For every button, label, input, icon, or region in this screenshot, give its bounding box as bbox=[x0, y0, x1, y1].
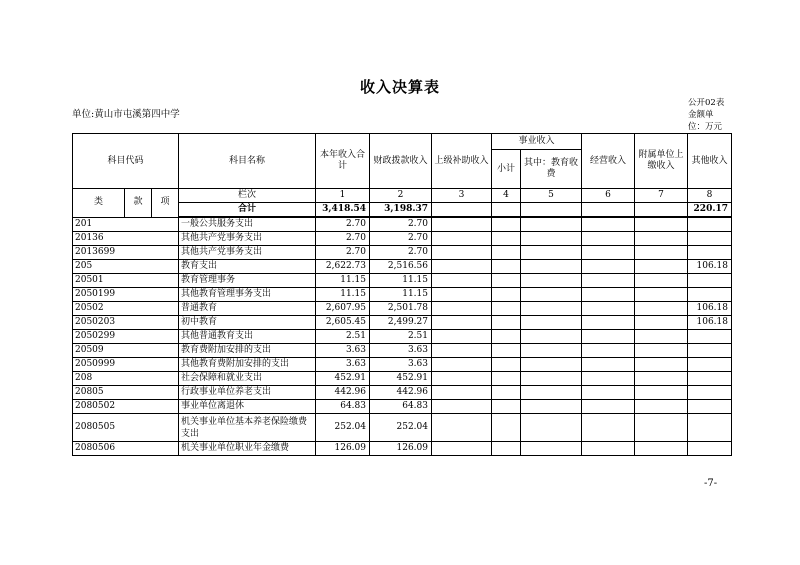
row-other-income bbox=[688, 232, 732, 246]
row-superior-subsidy bbox=[432, 232, 492, 246]
row-affiliated-income bbox=[635, 414, 688, 442]
row-name: 其他普通教育支出 bbox=[179, 330, 316, 344]
row-name: 普通教育 bbox=[179, 302, 316, 316]
row-fiscal-allocation: 452.91 bbox=[370, 372, 432, 386]
row-annual-income: 452.91 bbox=[316, 372, 370, 386]
header-operating-income: 经营收入 bbox=[582, 134, 635, 189]
row-affiliated-income bbox=[635, 400, 688, 414]
row-code: 20501 bbox=[73, 274, 179, 288]
row-fiscal-allocation: 11.15 bbox=[370, 274, 432, 288]
row-other-income bbox=[688, 400, 732, 414]
row-other-income bbox=[688, 288, 732, 302]
row-name: 初中教育 bbox=[179, 316, 316, 330]
row-code: 201 bbox=[73, 217, 179, 232]
row-affiliated-income bbox=[635, 372, 688, 386]
row-other-income bbox=[688, 386, 732, 400]
total-education-fee bbox=[521, 203, 582, 218]
row-fiscal-allocation: 442.96 bbox=[370, 386, 432, 400]
col-num: 5 bbox=[521, 189, 582, 203]
row-operating-income bbox=[582, 288, 635, 302]
row-superior-subsidy bbox=[432, 260, 492, 274]
row-fiscal-allocation: 11.15 bbox=[370, 288, 432, 302]
row-subtotal bbox=[492, 358, 521, 372]
table-row bbox=[73, 260, 732, 274]
row-other-income bbox=[688, 246, 732, 260]
row-affiliated-income bbox=[635, 330, 688, 344]
header-affiliated-income: 附属单位上缴收入 bbox=[635, 134, 688, 189]
row-subtotal bbox=[492, 414, 521, 442]
table-row bbox=[73, 400, 732, 414]
row-code: 2080505 bbox=[73, 414, 179, 442]
table-row bbox=[73, 232, 732, 246]
row-fiscal-allocation: 2.51 bbox=[370, 330, 432, 344]
table-row bbox=[73, 302, 732, 316]
header-kuan: 款 bbox=[125, 189, 152, 218]
row-superior-subsidy bbox=[432, 414, 492, 442]
row-affiliated-income bbox=[635, 302, 688, 316]
row-other-income bbox=[688, 330, 732, 344]
row-education-fee bbox=[521, 316, 582, 330]
row-fiscal-allocation: 2.70 bbox=[370, 232, 432, 246]
row-education-fee bbox=[521, 246, 582, 260]
total-label: 合计 bbox=[179, 203, 316, 218]
row-education-fee bbox=[521, 400, 582, 414]
row-operating-income bbox=[582, 232, 635, 246]
row-operating-income bbox=[582, 442, 635, 456]
right-meta bbox=[688, 97, 738, 133]
header-superior-subsidy: 上级补助收入 bbox=[432, 134, 492, 189]
row-affiliated-income bbox=[635, 344, 688, 358]
row-subtotal bbox=[492, 372, 521, 386]
header-subtotal: 小计 bbox=[492, 150, 521, 189]
row-other-income bbox=[688, 274, 732, 288]
row-subtotal bbox=[492, 302, 521, 316]
row-operating-income bbox=[582, 316, 635, 330]
table-row bbox=[73, 442, 732, 456]
total-subtotal bbox=[492, 203, 521, 218]
row-subtotal bbox=[492, 274, 521, 288]
row-code: 2050199 bbox=[73, 288, 179, 302]
row-annual-income: 126.09 bbox=[316, 442, 370, 456]
row-code: 20502 bbox=[73, 302, 179, 316]
row-annual-income: 2.70 bbox=[316, 217, 370, 232]
header-other-income: 其他收入 bbox=[688, 134, 732, 189]
row-name: 机关事业单位职业年金缴费 bbox=[179, 442, 316, 456]
row-superior-subsidy bbox=[432, 442, 492, 456]
row-affiliated-income bbox=[635, 386, 688, 400]
income-table bbox=[72, 133, 732, 456]
col-num: 3 bbox=[432, 189, 492, 203]
row-subtotal bbox=[492, 316, 521, 330]
row-name: 其他共产党事务支出 bbox=[179, 232, 316, 246]
row-code: 208 bbox=[73, 372, 179, 386]
col-num: 8 bbox=[688, 189, 732, 203]
table-row bbox=[73, 330, 732, 344]
row-other-income bbox=[688, 358, 732, 372]
col-num: 4 bbox=[492, 189, 521, 203]
row-education-fee bbox=[521, 386, 582, 400]
row-fiscal-allocation: 252.04 bbox=[370, 414, 432, 442]
row-annual-income: 11.15 bbox=[316, 274, 370, 288]
row-operating-income bbox=[582, 302, 635, 316]
total-annual-income: 3,418.54 bbox=[316, 203, 370, 218]
row-education-fee bbox=[521, 344, 582, 358]
row-superior-subsidy bbox=[432, 288, 492, 302]
row-subtotal bbox=[492, 344, 521, 358]
row-affiliated-income bbox=[635, 316, 688, 330]
table-row bbox=[73, 372, 732, 386]
row-fiscal-allocation: 3.63 bbox=[370, 358, 432, 372]
row-operating-income bbox=[582, 386, 635, 400]
row-fiscal-allocation: 2,516.56 bbox=[370, 260, 432, 274]
row-annual-income: 3.63 bbox=[316, 344, 370, 358]
row-fiscal-allocation: 2.70 bbox=[370, 217, 432, 232]
row-name: 事业单位离退休 bbox=[179, 400, 316, 414]
table-row bbox=[73, 358, 732, 372]
column-index-label: 栏次 bbox=[179, 189, 316, 203]
row-code: 20136 bbox=[73, 232, 179, 246]
row-operating-income bbox=[582, 400, 635, 414]
row-operating-income bbox=[582, 414, 635, 442]
row-annual-income: 3.63 bbox=[316, 358, 370, 372]
row-subtotal bbox=[492, 288, 521, 302]
row-fiscal-allocation: 2,501.78 bbox=[370, 302, 432, 316]
row-superior-subsidy bbox=[432, 386, 492, 400]
row-affiliated-income bbox=[635, 246, 688, 260]
row-affiliated-income bbox=[635, 232, 688, 246]
row-name: 一般公共服务支出 bbox=[179, 217, 316, 232]
table-row bbox=[73, 246, 732, 260]
row-superior-subsidy bbox=[432, 302, 492, 316]
data-rows bbox=[73, 217, 732, 456]
table-row bbox=[73, 414, 732, 442]
row-affiliated-income bbox=[635, 442, 688, 456]
row-other-income: 106.18 bbox=[688, 302, 732, 316]
total-fiscal-allocation: 3,198.37 bbox=[370, 203, 432, 218]
page-number: -7- bbox=[704, 478, 718, 489]
header-fiscal-allocation: 财政拨款收入 bbox=[370, 134, 432, 189]
header-annual-income-total: 本年收入合计 bbox=[316, 134, 370, 189]
row-name: 行政事业单位养老支出 bbox=[179, 386, 316, 400]
row-code: 20805 bbox=[73, 386, 179, 400]
total-other-income: 220.17 bbox=[688, 203, 732, 218]
col-num: 2 bbox=[370, 189, 432, 203]
row-education-fee bbox=[521, 302, 582, 316]
row-operating-income bbox=[582, 274, 635, 288]
header-subject-code: 科目代码 bbox=[73, 134, 179, 189]
row-code: 2080506 bbox=[73, 442, 179, 456]
row-fiscal-allocation: 3.63 bbox=[370, 344, 432, 358]
row-operating-income bbox=[582, 260, 635, 274]
row-other-income: 106.18 bbox=[688, 316, 732, 330]
row-education-fee bbox=[521, 274, 582, 288]
page-title: 收入决算表 bbox=[359, 78, 440, 96]
row-name: 社会保障和就业支出 bbox=[179, 372, 316, 386]
row-annual-income: 2,605.45 bbox=[316, 316, 370, 330]
row-annual-income: 252.04 bbox=[316, 414, 370, 442]
row-annual-income: 2.70 bbox=[316, 232, 370, 246]
row-operating-income bbox=[582, 246, 635, 260]
row-name: 教育支出 bbox=[179, 260, 316, 274]
row-fiscal-allocation: 2,499.27 bbox=[370, 316, 432, 330]
row-other-income bbox=[688, 344, 732, 358]
row-annual-income: 2.51 bbox=[316, 330, 370, 344]
row-operating-income bbox=[582, 358, 635, 372]
row-education-fee bbox=[521, 288, 582, 302]
total-operating-income bbox=[582, 203, 635, 218]
row-superior-subsidy bbox=[432, 246, 492, 260]
row-superior-subsidy bbox=[432, 316, 492, 330]
row-code: 2013699 bbox=[73, 246, 179, 260]
row-education-fee bbox=[521, 217, 582, 232]
row-education-fee bbox=[521, 358, 582, 372]
row-education-fee bbox=[521, 442, 582, 456]
row-education-fee bbox=[521, 232, 582, 246]
row-education-fee bbox=[521, 260, 582, 274]
row-subtotal bbox=[492, 400, 521, 414]
row-name: 其他共产党事务支出 bbox=[179, 246, 316, 260]
row-code: 2050999 bbox=[73, 358, 179, 372]
table-row bbox=[73, 274, 732, 288]
row-code: 2050203 bbox=[73, 316, 179, 330]
row-other-income bbox=[688, 372, 732, 386]
row-affiliated-income bbox=[635, 358, 688, 372]
row-annual-income: 442.96 bbox=[316, 386, 370, 400]
row-operating-income bbox=[582, 217, 635, 232]
total-superior-subsidy bbox=[432, 203, 492, 218]
row-superior-subsidy bbox=[432, 217, 492, 232]
row-other-income: 106.18 bbox=[688, 260, 732, 274]
row-affiliated-income bbox=[635, 274, 688, 288]
row-name: 教育管理事务 bbox=[179, 274, 316, 288]
row-education-fee bbox=[521, 330, 582, 344]
row-superior-subsidy bbox=[432, 344, 492, 358]
header-subject-name: 科目名称 bbox=[179, 134, 316, 189]
total-affiliated-income bbox=[635, 203, 688, 218]
row-education-fee bbox=[521, 372, 582, 386]
row-subtotal bbox=[492, 232, 521, 246]
col-num: 6 bbox=[582, 189, 635, 203]
table-row bbox=[73, 217, 732, 232]
row-subtotal bbox=[492, 217, 521, 232]
table-row bbox=[73, 344, 732, 358]
row-subtotal bbox=[492, 260, 521, 274]
row-other-income bbox=[688, 414, 732, 442]
header-business-income: 事业收入 bbox=[492, 134, 582, 150]
table-row bbox=[73, 316, 732, 330]
row-subtotal bbox=[492, 246, 521, 260]
row-superior-subsidy bbox=[432, 330, 492, 344]
row-affiliated-income bbox=[635, 260, 688, 274]
unit-label: 单位:黄山市屯溪第四中学 bbox=[72, 109, 180, 120]
row-annual-income: 2.70 bbox=[316, 246, 370, 260]
row-annual-income: 64.83 bbox=[316, 400, 370, 414]
row-annual-income: 2,607.95 bbox=[316, 302, 370, 316]
header-lei: 类 bbox=[73, 189, 125, 218]
row-subtotal bbox=[492, 386, 521, 400]
row-name: 其他教育管理事务支出 bbox=[179, 288, 316, 302]
row-superior-subsidy bbox=[432, 400, 492, 414]
row-fiscal-allocation: 126.09 bbox=[370, 442, 432, 456]
row-annual-income: 2,622.73 bbox=[316, 260, 370, 274]
row-name: 其他教育费附加安排的支出 bbox=[179, 358, 316, 372]
row-affiliated-income bbox=[635, 288, 688, 302]
row-subtotal bbox=[492, 330, 521, 344]
col-num: 1 bbox=[316, 189, 370, 203]
table-row bbox=[73, 288, 732, 302]
header-education-fee: 其中：教育收费 bbox=[521, 150, 582, 189]
row-operating-income bbox=[582, 344, 635, 358]
row-code: 20509 bbox=[73, 344, 179, 358]
row-name: 机关事业单位基本养老保险缴费支出 bbox=[179, 414, 316, 442]
form-number: 公开02表 bbox=[688, 98, 725, 108]
row-annual-income: 11.15 bbox=[316, 288, 370, 302]
row-operating-income bbox=[582, 372, 635, 386]
row-subtotal bbox=[492, 442, 521, 456]
row-operating-income bbox=[582, 330, 635, 344]
row-other-income bbox=[688, 217, 732, 232]
header-xiang: 项 bbox=[152, 189, 179, 218]
row-fiscal-allocation: 2.70 bbox=[370, 246, 432, 260]
row-code: 2080502 bbox=[73, 400, 179, 414]
row-code: 2050299 bbox=[73, 330, 179, 344]
row-name: 教育费附加安排的支出 bbox=[179, 344, 316, 358]
row-education-fee bbox=[521, 414, 582, 442]
amount-unit: 金额单位：万元 bbox=[688, 110, 723, 132]
row-superior-subsidy bbox=[432, 372, 492, 386]
row-fiscal-allocation: 64.83 bbox=[370, 400, 432, 414]
table-row bbox=[73, 386, 732, 400]
row-affiliated-income bbox=[635, 217, 688, 232]
row-superior-subsidy bbox=[432, 274, 492, 288]
col-num: 7 bbox=[635, 189, 688, 203]
row-other-income bbox=[688, 442, 732, 456]
row-superior-subsidy bbox=[432, 358, 492, 372]
row-code: 205 bbox=[73, 260, 179, 274]
